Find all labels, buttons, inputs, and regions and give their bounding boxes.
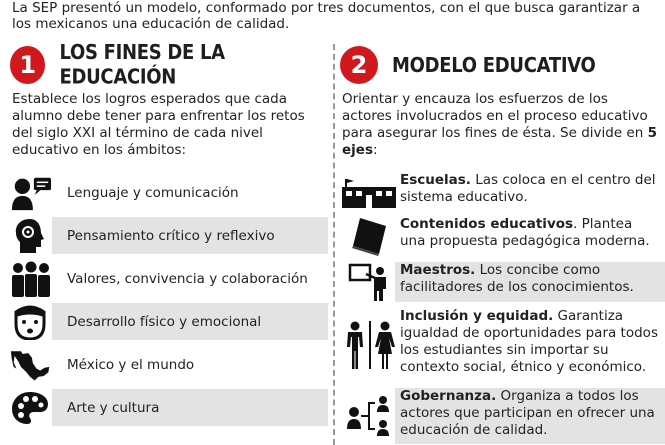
school-building-icon — [340, 172, 400, 212]
description-end: : — [372, 142, 378, 158]
section-fines-description: Establece los logros esperados que cada alumno debe tener para enfrentar los retos del siglo XXI al término de cada nivel educativo en los ámbitos: — [12, 91, 305, 158]
face-icon — [10, 303, 52, 340]
book-icon — [340, 216, 400, 256]
list-item-label: México y el mundo — [67, 356, 195, 373]
ejes-list — [340, 172, 665, 444]
eje-text — [400, 308, 665, 376]
list-item-label: Desarrollo físico y emocional — [67, 313, 262, 330]
description-bold: 5 ejes — [342, 125, 657, 158]
list-item-label: Valores, convivencia y colaboración — [67, 270, 308, 287]
list-item-label: Pensamiento crítico y reflexivo — [67, 227, 275, 244]
eje-title: Maestros. — [400, 262, 476, 278]
eje-description: Garantiza igualdad de oportunidades para todos los estudiantes sin importar su contexto social, étnico y económico. — [400, 308, 658, 375]
section-modelo — [340, 44, 665, 445]
eje-title: Gobernanza. — [400, 388, 497, 404]
eje-description: . Plantea una propuesta pedagógica moderna. — [400, 216, 650, 249]
section-modelo-description — [342, 91, 660, 159]
list-item — [340, 172, 665, 212]
list-item — [340, 216, 665, 256]
list-item — [10, 303, 328, 340]
list-item-label: Lenguaje y comunicación — [67, 184, 239, 201]
eje-text — [400, 262, 665, 296]
eje-description: Organiza a todos los actores que participan en ofrecer una educación de calidad. — [400, 388, 655, 438]
intro-text: La SEP presentó un modelo, conformado por tres documentos, con el que busca garantizar a los mexicanos una educación de calidad. — [12, 0, 641, 32]
list-item-label: Arte y cultura — [67, 399, 160, 416]
section-number-badge: 1 — [10, 46, 45, 84]
group-people-icon — [10, 260, 52, 297]
list-item — [10, 389, 328, 426]
section-number-badge: 2 — [340, 46, 378, 84]
teacher-board-icon — [340, 262, 400, 302]
column-divider — [333, 44, 335, 445]
eje-title: Escuelas. — [400, 172, 471, 188]
ambitos-list — [10, 174, 328, 432]
eje-description: Los concibe como facilitadores de los conocimientos. — [400, 262, 634, 295]
list-item — [340, 388, 665, 444]
section-fines-heading — [10, 40, 328, 90]
section-fines-title: LOS FINES DE LA EDUCACIÓN — [59, 40, 225, 90]
eje-description: Las coloca en el centro del sistema educativo. — [400, 172, 656, 205]
list-item — [10, 346, 328, 383]
palette-icon — [10, 389, 52, 426]
org-chart-icon — [340, 388, 400, 444]
eje-title: Contenidos educativos — [400, 216, 574, 232]
section-fines — [10, 40, 328, 445]
thinking-head-icon — [10, 217, 52, 254]
mexico-map-icon — [10, 346, 52, 383]
eje-text — [400, 216, 665, 250]
list-item — [10, 217, 328, 254]
list-item — [340, 262, 665, 302]
description-main: Orientar y encauza los esfuerzos de los actores involucrados en el proceso educativo para asegurar los fines de ésta. Se divide en — [342, 91, 648, 141]
list-item — [340, 308, 665, 382]
eje-title: Inclusión y equidad. — [400, 308, 554, 324]
eje-text — [400, 388, 665, 439]
speech-person-icon — [10, 174, 52, 211]
section-modelo-heading — [340, 44, 596, 86]
section-modelo-title: MODELO EDUCATIVO — [392, 52, 596, 78]
list-item — [10, 174, 328, 211]
eje-text — [400, 172, 665, 206]
man-woman-icon — [340, 308, 400, 382]
list-item — [10, 260, 328, 297]
